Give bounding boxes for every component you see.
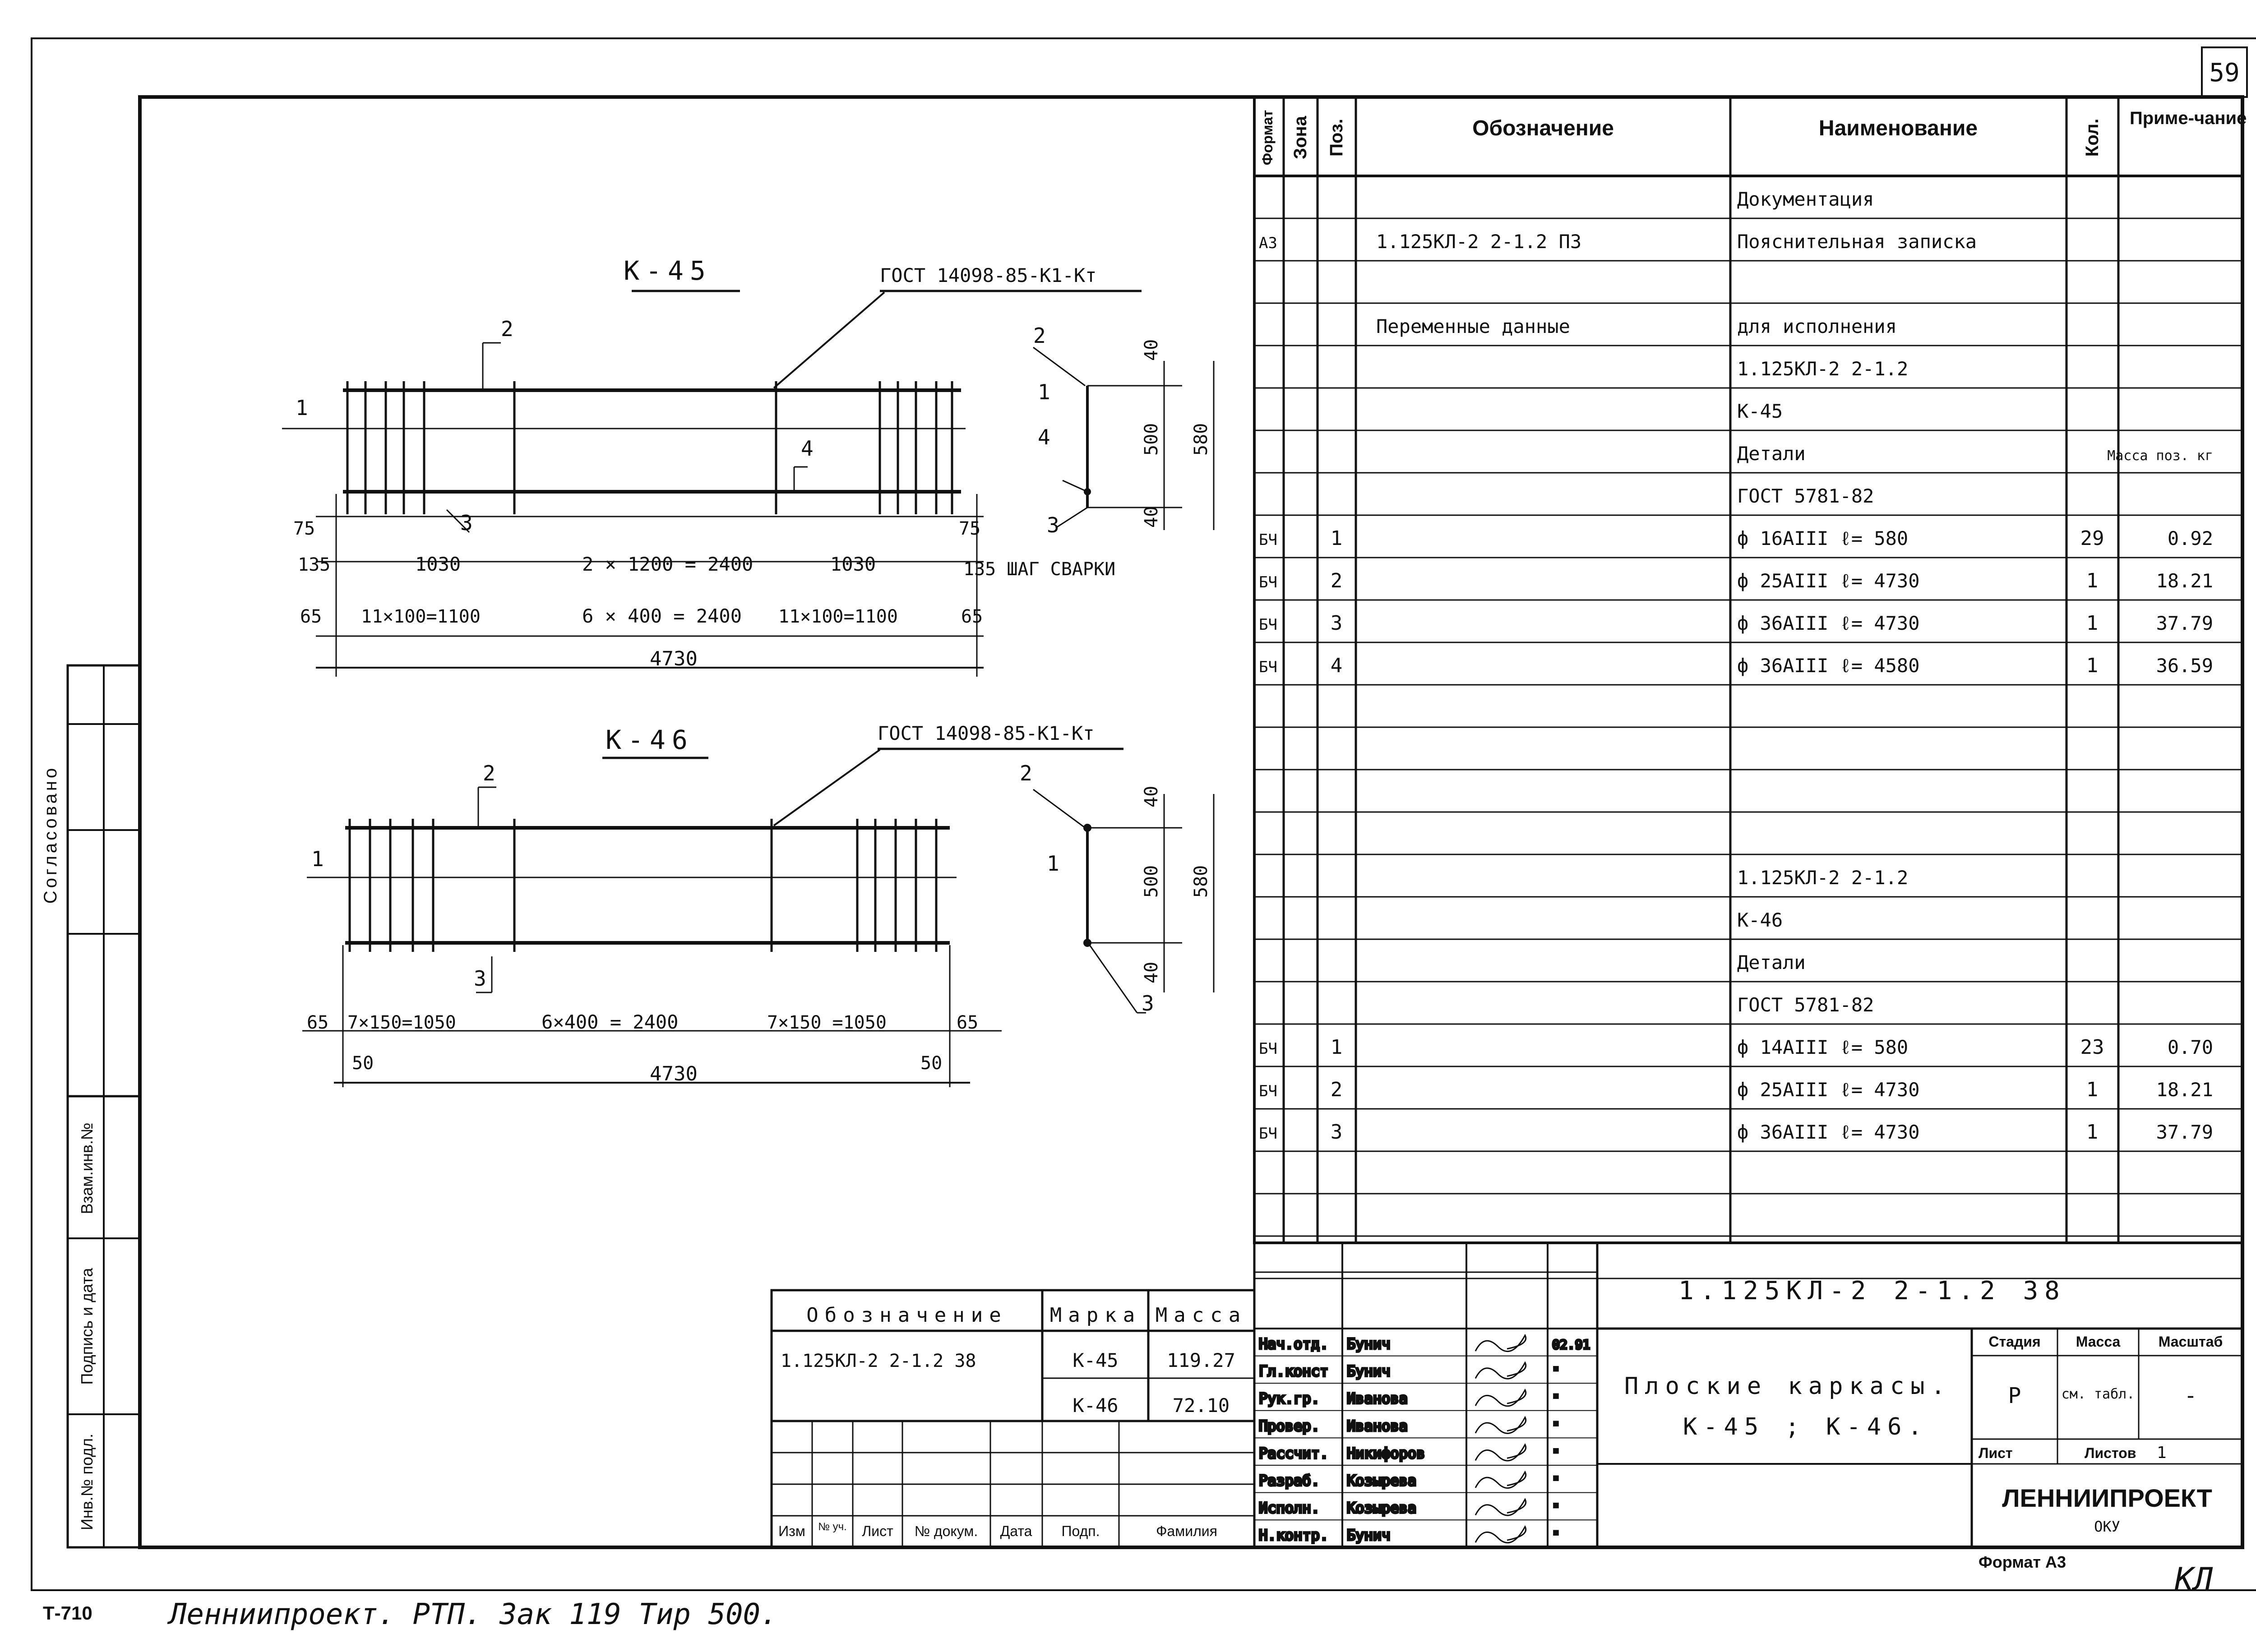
sig-date: " xyxy=(1552,1364,1560,1380)
svg-text:135: 135 xyxy=(298,554,331,575)
svg-text:1: 1 xyxy=(1047,851,1059,876)
spec-cell-name: Детали xyxy=(1737,443,1806,465)
sig-role: Провер. xyxy=(1259,1417,1320,1435)
spec-cell-name: К-46 xyxy=(1737,909,1783,931)
sig-name: Иванова xyxy=(1347,1417,1408,1435)
k45-section xyxy=(1033,323,1214,537)
spec-cell-qty: 1 xyxy=(2086,569,2099,592)
svg-text:40: 40 xyxy=(1141,785,1162,808)
format-label: Формат А3 xyxy=(1979,1553,2066,1571)
svg-text:11×100=1100: 11×100=1100 xyxy=(361,606,481,627)
spec-cell-format: БЧ xyxy=(1259,531,1277,549)
svg-text:119.27: 119.27 xyxy=(1167,1349,1235,1371)
svg-text:3: 3 xyxy=(1047,513,1059,537)
spec-cell-name: 1.125КЛ-2 2-1.2 xyxy=(1737,358,1909,380)
svg-text:Масса: Масса xyxy=(2076,1334,2121,1350)
sig-role: Разраб. xyxy=(1259,1472,1320,1489)
spec-cell-qty: 1 xyxy=(2086,654,2099,677)
sig-name: Козырева xyxy=(1347,1472,1417,1489)
outer-frame xyxy=(32,38,2256,1590)
spec-cell-format: БЧ xyxy=(1259,658,1277,676)
spec-cell-pos: 1 xyxy=(1330,1036,1343,1059)
spec-cell-format: БЧ xyxy=(1259,1125,1277,1143)
svg-text:6 × 400 = 2400: 6 × 400 = 2400 xyxy=(582,605,742,627)
col-designation-header: Обозначение xyxy=(1472,116,1614,140)
spec-cell-name: 1.125КЛ-2 2-1.2 xyxy=(1737,867,1909,889)
svg-text:1: 1 xyxy=(296,396,308,420)
svg-text:Изм: Изм xyxy=(778,1523,805,1539)
k45-title: К-45 xyxy=(624,255,712,286)
col-pos-header: Поз. xyxy=(1327,119,1346,157)
k46-title: К-46 xyxy=(606,724,694,755)
svg-text:см. табл.: см. табл. xyxy=(2061,1386,2135,1402)
svg-text:1: 1 xyxy=(2157,1444,2167,1462)
spec-cell-qty: 1 xyxy=(2086,1121,2099,1144)
footer-note: Ленниипроект. РТП. Зак 119 Тир 500. xyxy=(169,1598,778,1631)
svg-text:4730: 4730 xyxy=(650,647,698,670)
signature-scribble xyxy=(1475,1335,1526,1352)
signature-scribble xyxy=(1475,1472,1526,1488)
svg-text:2: 2 xyxy=(1033,323,1046,348)
title-line-2: К-45 ; К-46. xyxy=(1683,1413,1928,1440)
specification-table xyxy=(1254,97,2247,1278)
spec-cell-format: БЧ xyxy=(1259,1082,1277,1100)
sig-role: Нач.отд. xyxy=(1259,1335,1329,1352)
spec-cell-note: 18.21 xyxy=(2156,1079,2213,1101)
spec-cell-note: Масса поз. кг xyxy=(2107,448,2213,464)
spec-cell-pos: 2 xyxy=(1330,1078,1343,1101)
sig-date: 02.91 xyxy=(1552,1337,1590,1352)
svg-text:40: 40 xyxy=(1141,506,1162,528)
sig-name: Бунич xyxy=(1347,1362,1391,1380)
signature-scribble xyxy=(1475,1527,1526,1543)
sig-date: " xyxy=(1552,1501,1560,1516)
sig-name: Никифоров xyxy=(1347,1444,1425,1462)
spec-cell-pos: 4 xyxy=(1330,654,1343,677)
svg-text:Лист: Лист xyxy=(1979,1445,2013,1461)
svg-text:580: 580 xyxy=(1191,865,1211,898)
spec-cell-qty: 23 xyxy=(2080,1036,2104,1059)
svg-text:2: 2 xyxy=(501,317,513,341)
spec-cell-note: 18.21 xyxy=(2156,570,2213,592)
col-note-header: Приме-чание xyxy=(2130,108,2247,128)
svg-text:1030: 1030 xyxy=(830,553,876,575)
svg-text:3: 3 xyxy=(1142,991,1154,1015)
svg-text:6×400 = 2400: 6×400 = 2400 xyxy=(541,1011,679,1033)
svg-text:2: 2 xyxy=(483,761,495,785)
spec-cell-name: ф 36АIII ℓ= 4730 xyxy=(1737,1121,1920,1143)
svg-text:К-46: К-46 xyxy=(1073,1394,1119,1417)
col-qty-header: Кол. xyxy=(2082,118,2102,157)
sig-date: " xyxy=(1552,1392,1560,1407)
svg-text:2: 2 xyxy=(1020,761,1032,785)
col-name-header: Наименование xyxy=(1818,116,1978,140)
k46-gost: ГОСТ 14098-85-К1-Кт xyxy=(878,722,1095,744)
svg-text:65: 65 xyxy=(957,1012,979,1033)
svg-text:Марка: Марка xyxy=(1049,1304,1142,1327)
svg-text:1.125КЛ-2 2-1.2 38: 1.125КЛ-2 2-1.2 38 xyxy=(781,1351,976,1371)
spec-cell-name: Пояснительная записка xyxy=(1737,231,1977,253)
sig-date: " xyxy=(1552,1528,1560,1544)
svg-text:50: 50 xyxy=(920,1053,943,1074)
svg-text:4: 4 xyxy=(1038,425,1050,449)
title-block xyxy=(1597,1243,2242,1598)
corner-mark: КЛ xyxy=(2175,1561,2213,1598)
sig-date: " xyxy=(1552,1474,1560,1489)
spec-cell-format: А3 xyxy=(1259,234,1277,252)
sheet-number: 59 xyxy=(2209,58,2240,88)
spec-cell-name: ГОСТ 5781-82 xyxy=(1737,994,1874,1016)
svg-text:40: 40 xyxy=(1141,961,1162,983)
spec-cell-note: 0.92 xyxy=(2167,527,2213,549)
spec-cell-qty: 1 xyxy=(2086,1078,2099,1101)
inv-replace-label: Взам.инв.№ xyxy=(78,1122,96,1214)
sig-date: " xyxy=(1552,1419,1560,1434)
spec-cell-note: 37.79 xyxy=(2156,1121,2213,1143)
svg-text:Листов: Листов xyxy=(2085,1445,2136,1461)
signature-scribble xyxy=(1475,1444,1526,1461)
spec-cell-name: ГОСТ 5781-82 xyxy=(1737,485,1874,507)
k45-stirrups xyxy=(347,381,952,514)
k46-section xyxy=(1020,761,1214,1015)
k46-stirrups xyxy=(350,819,936,952)
title-line-1: Плоские каркасы. xyxy=(1624,1373,1951,1400)
svg-text:65: 65 xyxy=(307,1012,329,1033)
k46-dimensions xyxy=(307,1011,978,1085)
svg-text:580: 580 xyxy=(1191,423,1211,456)
svg-text:7×150=1050: 7×150=1050 xyxy=(347,1012,456,1033)
svg-text:№ уч.: № уч. xyxy=(818,1521,847,1533)
svg-text:Дата: Дата xyxy=(1000,1523,1032,1539)
svg-text:Обозначение: Обозначение xyxy=(806,1304,1008,1327)
svg-text:1: 1 xyxy=(1038,380,1050,404)
svg-text:11×100=1100: 11×100=1100 xyxy=(778,606,898,627)
sig-role: Исполн. xyxy=(1259,1499,1320,1517)
spec-cell-format: БЧ xyxy=(1259,573,1277,591)
signature-scribble xyxy=(1475,1363,1526,1379)
side-stamp xyxy=(41,665,140,1547)
spec-cell-pos: 3 xyxy=(1330,1121,1343,1144)
sig-name: Иванова xyxy=(1347,1390,1408,1407)
spec-cell-name: Детали xyxy=(1737,951,1806,974)
sig-role: Рук.гр. xyxy=(1259,1390,1320,1407)
sig-role: Рассчит. xyxy=(1259,1444,1329,1462)
svg-text:65: 65 xyxy=(961,606,983,627)
svg-text:135 ШАГ СВАРКИ: 135 ШАГ СВАРКИ xyxy=(963,559,1116,580)
svg-text:К-45: К-45 xyxy=(1073,1349,1119,1371)
svg-text:1030: 1030 xyxy=(415,553,461,575)
spec-cell-name: ф 36АIII ℓ= 4730 xyxy=(1737,612,1920,634)
agreed-label: Согласовано xyxy=(41,765,60,904)
sig-role: Н.контр. xyxy=(1259,1527,1329,1544)
svg-text:72.10: 72.10 xyxy=(1172,1394,1230,1417)
sig-role: Гл.конст xyxy=(1259,1362,1329,1380)
spec-cell-name: ф 25АIII ℓ= 4730 xyxy=(1737,570,1920,592)
svg-text:4: 4 xyxy=(801,436,814,461)
svg-text:Масса: Масса xyxy=(1155,1304,1247,1327)
svg-text:500: 500 xyxy=(1141,865,1162,898)
svg-text:Лист: Лист xyxy=(862,1523,893,1539)
inv-orig-label: Инв.№ подл. xyxy=(78,1433,96,1531)
spec-cell-designation: Переменные данные xyxy=(1376,315,1570,337)
svg-text:Масштаб: Масштаб xyxy=(2158,1334,2223,1350)
svg-text:2 × 1200 = 2400: 2 × 1200 = 2400 xyxy=(582,553,754,575)
spec-cell-format: БЧ xyxy=(1259,1040,1277,1058)
svg-text:7×150 =1050: 7×150 =1050 xyxy=(767,1012,887,1033)
svg-text:Стадия: Стадия xyxy=(1988,1334,2041,1350)
org-name: ЛЕННИИПРОЕКТ xyxy=(2002,1484,2212,1512)
spec-cell-name: ф 36АIII ℓ= 4580 xyxy=(1737,655,1920,677)
svg-text:№ докум.: № докум. xyxy=(914,1523,978,1539)
col-format-header: Формат xyxy=(1259,110,1276,166)
spec-cell-pos: 3 xyxy=(1330,612,1343,635)
sig-name: Козырева xyxy=(1347,1499,1417,1517)
svg-text:40: 40 xyxy=(1141,339,1162,361)
spec-cell-note: 0.70 xyxy=(2167,1036,2213,1058)
svg-text:-: - xyxy=(2184,1383,2197,1408)
footer-code: Т-710 xyxy=(43,1602,92,1624)
svg-text:500: 500 xyxy=(1141,423,1162,456)
sig-name: Бунич xyxy=(1347,1335,1391,1352)
svg-text:3: 3 xyxy=(474,966,486,991)
spec-cell-qty: 29 xyxy=(2080,527,2104,550)
svg-text:75: 75 xyxy=(959,518,981,539)
svg-text:ОКУ: ОКУ xyxy=(2094,1518,2120,1535)
svg-text:Р: Р xyxy=(2008,1383,2021,1408)
spec-cell-name: Документация xyxy=(1737,188,1874,210)
svg-text:75: 75 xyxy=(293,518,315,539)
k45-dimensions xyxy=(293,518,1115,670)
col-zone-header: Зона xyxy=(1290,116,1310,159)
spec-cell-name: ф 25АIII ℓ= 4730 xyxy=(1737,1079,1920,1101)
spec-cell-name: для исполнения xyxy=(1737,315,1897,337)
svg-text:Подп.: Подп. xyxy=(1061,1523,1100,1539)
k45-gost: ГОСТ 14098-85-К1-Кт xyxy=(880,264,1097,286)
title-code: 1.125КЛ-2 2-1.2 38 xyxy=(1678,1276,2066,1306)
spec-cell-name: К-45 xyxy=(1737,400,1783,422)
spec-cell-designation: 1.125КЛ-2 2-1.2 ПЗ xyxy=(1376,231,1582,253)
mass-table xyxy=(772,1290,1254,1547)
spec-cell-format: БЧ xyxy=(1259,616,1277,634)
svg-text:65: 65 xyxy=(300,606,322,627)
spec-cell-qty: 1 xyxy=(2086,612,2099,635)
signature-block xyxy=(1254,1243,1597,1547)
signature-scribble xyxy=(1475,1390,1526,1406)
signature-scribble xyxy=(1475,1500,1526,1516)
spec-cell-pos: 2 xyxy=(1330,569,1343,592)
spec-cell-note: 36.59 xyxy=(2156,655,2213,677)
svg-text:50: 50 xyxy=(352,1053,374,1074)
spec-cell-note: 37.79 xyxy=(2156,612,2213,634)
spec-cell-name: ф 14АIII ℓ= 580 xyxy=(1737,1036,1909,1058)
signature-scribble xyxy=(1475,1417,1526,1434)
svg-text:1: 1 xyxy=(311,847,324,871)
svg-text:Фамилия: Фамилия xyxy=(1156,1523,1217,1539)
sign-date-label: Подпись и дата xyxy=(78,1268,96,1385)
svg-text:3: 3 xyxy=(460,511,473,535)
svg-text:4730: 4730 xyxy=(650,1062,698,1085)
spec-cell-pos: 1 xyxy=(1330,527,1343,550)
spec-cell-name: ф 16АIII ℓ= 580 xyxy=(1737,527,1909,549)
sig-name: Бунич xyxy=(1347,1527,1391,1544)
sig-date: " xyxy=(1552,1446,1560,1462)
